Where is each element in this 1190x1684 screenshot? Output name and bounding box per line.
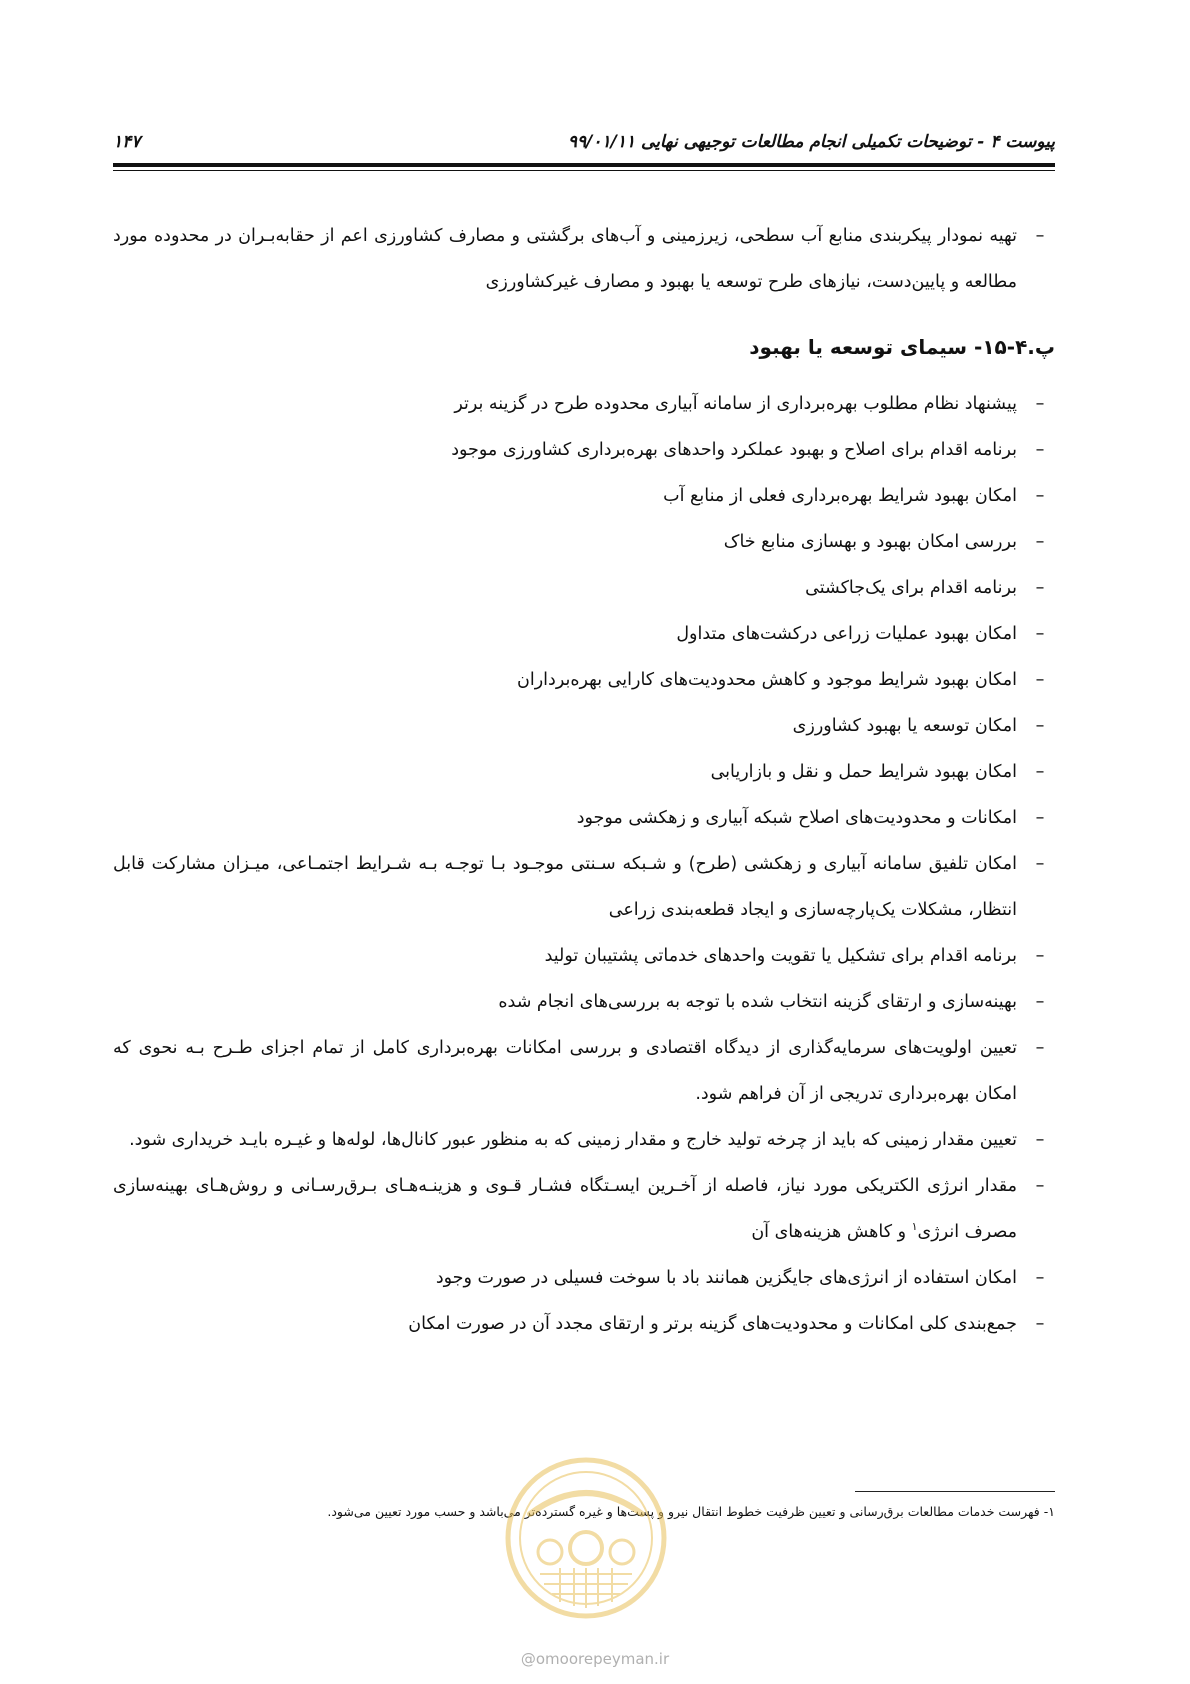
list-item (113, 381, 1055, 427)
list-dash: – (1035, 1268, 1045, 1288)
list-dash: – (1035, 1314, 1045, 1334)
list-item (113, 703, 1055, 749)
list-dash: – (1035, 670, 1045, 690)
list-dash: – (1035, 440, 1045, 460)
list-item-text: برنامه اقدام برای اصلاح و بهبود عملکرد واحدهای بهره‌برداری کشاورزی موجود (451, 440, 1017, 460)
list-item (113, 841, 1055, 933)
list-item (113, 979, 1055, 1025)
list-dash: – (1035, 1130, 1045, 1150)
list-dash: – (1035, 716, 1045, 736)
list-item-text: امکان توسعه یا بهبود کشاورزی (792, 716, 1017, 736)
list-item-text: بررسی امکان بهبود و بهسازی منابع خاک (723, 532, 1017, 552)
list-dash: – (1035, 532, 1045, 552)
list-item-text: امکان بهبود شرایط موجود و کاهش محدودیت‌های کارایی بهره‌برداران (517, 670, 1017, 690)
page-header (113, 128, 1055, 156)
list-item (113, 1117, 1055, 1163)
list-item-text: امکان بهبود عملیات زراعی درکشت‌های متداول (676, 624, 1017, 644)
list-item (113, 611, 1055, 657)
energy-item-text-end: و کاهش هزینه‌های آن (751, 1222, 912, 1242)
energy-list-item (113, 1163, 1055, 1255)
watermark-site: @omoorepeyman.ir (520, 1650, 670, 1668)
header-rule-thick (113, 163, 1055, 167)
list-item-text: تعیین اولویت‌های سرمایه‌گذاری از دیدگاه اقتصادی و بررسی امکانات بهره‌برداری کامل از تمام اجزای طـرح بـه نحوی که امکان بهره‌برداری تدریجی از آن فراهم شود. (113, 1038, 1017, 1104)
list-dash: – (1035, 1038, 1045, 1058)
list-dash: – (1035, 854, 1045, 874)
list-item (113, 795, 1055, 841)
list-dash: – (1035, 624, 1045, 644)
header-rule-thin (113, 170, 1055, 171)
list-item (113, 473, 1055, 519)
list-dash: – (1035, 394, 1045, 414)
list-dash: – (1035, 992, 1045, 1012)
list-dash: – (1035, 808, 1045, 828)
list-dash: – (1035, 946, 1045, 966)
list-dash: – (1035, 1176, 1045, 1196)
list-dash: – (1035, 578, 1045, 598)
list-dash: – (1035, 486, 1045, 506)
list-item-text: جمع‌بندی کلی امکانات و محدودیت‌های گزینه برتر و ارتقای مجدد آن در صورت امکان (408, 1314, 1017, 1334)
list-item-text: امکان استفاده از انرژی‌های جایگزین همانند باد با سوخت فسیلی در صورت وجود (435, 1268, 1017, 1288)
header-title: پیوست ۴ - توضیحات تکمیلی انجام مطالعات توجیهی نهایی ۹۹/۰۱/۱۱ (567, 132, 1055, 152)
watermark-seal-icon (500, 1452, 672, 1624)
list-item-text: پیشنهاد نظام مطلوب بهره‌برداری از سامانه آبیاری محدوده طرح در گزینه برتر (454, 394, 1017, 414)
intro-list-item (113, 213, 1055, 305)
section-heading: پ.۴-۱۵- سیمای توسعه یا بهبود (749, 335, 1055, 359)
list-item-text: تعیین مقدار زمینی که باید از چرخه تولید خارج و مقدار زمینی که به منظور عبور کانال‌ها، لوله‌ها و غیـره بایـد خریداری شود. (129, 1130, 1017, 1150)
page-number: ۱۴۷ (113, 132, 141, 152)
list-item-text: برنامه اقدام برای تشکیل یا تقویت واحدهای خدماتی پشتیبان تولید (544, 946, 1017, 966)
list-item (113, 1301, 1055, 1347)
list-item-text: امکان بهبود شرایط بهره‌برداری فعلی از منابع آب (663, 486, 1017, 506)
list-item (113, 427, 1055, 473)
footnote-reference[interactable]: ۱ (911, 1220, 918, 1234)
list-item-text: امکانات و محدودیت‌های اصلاح شبکه آبیاری و زهکشی موجود (576, 808, 1017, 828)
list-dash: – (1035, 762, 1045, 782)
list-item (113, 933, 1055, 979)
list-item (113, 519, 1055, 565)
list-item (113, 1255, 1055, 1301)
list-dash: – (1035, 226, 1045, 246)
list-item-text: برنامه اقدام برای یک‌جاکشتی (805, 578, 1017, 598)
footnote-rule (855, 1491, 1055, 1492)
footnote: ۱- فهرست خدمات مطالعات برق‌رسانی و تعیین ظرفیت خطوط انتقال نیرو و پست‌ها و غیره گسترده‌تر می‌باشد و حسب مورد تعیین می‌شود. (327, 1504, 1055, 1519)
page-content (113, 213, 1055, 1347)
list-item (113, 749, 1055, 795)
list-item-text: امکان تلفیق سامانه آبیاری و زهکشی (طرح) و شـبکه سـنتی موجـود بـا توجـه بـه شـرایط اجتمـاعی، میـزان مشارکت قابل انتظار، مشکلات یک‌پارچه‌سازی و ایجاد قطعه‌بندی زراعی (113, 854, 1017, 920)
list-item (113, 657, 1055, 703)
intro-item-text: تهیه نمودار پیکربندی منابع آب سطحی، زیرزمینی و آب‌های برگشتی و مصارف کشاورزی اعم از حقابه‌بـران در محدوده مورد مطالعه و پایین‌دست، نیازهای طرح توسعه یا بهبود و مصارف غیرکشاورزی (113, 226, 1017, 292)
list-item-text: امکان بهبود شرایط حمل و نقل و بازاریابی (710, 762, 1017, 782)
energy-item-text: مقدار انرژی الکتریکی مورد نیاز، فاصله از آخـرین ایسـتگاه فشـار قـوی و هزینـه‌هـای بـرق‌رسـانی و روش‌هـای بهینه‌سازی مصرف انرژی (113, 1176, 1017, 1242)
list-item (113, 1025, 1055, 1117)
list-item (113, 565, 1055, 611)
list-item-text: بهینه‌سازی و ارتقای گزینه انتخاب شده با توجه به بررسی‌های انجام شده (498, 992, 1017, 1012)
